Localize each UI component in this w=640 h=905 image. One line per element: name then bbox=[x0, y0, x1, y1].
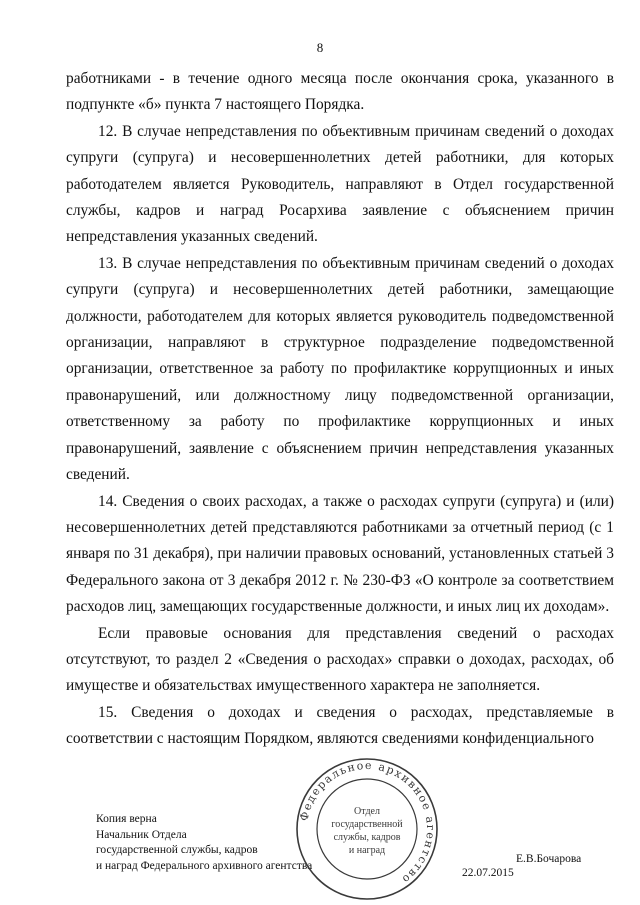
certification-date: 22.07.2015 bbox=[462, 867, 514, 879]
official-seal-stamp bbox=[292, 754, 442, 904]
paragraph-13: 13. В случае непредставления по объективным причинам сведений о доходах супруги (супруга) и несовершеннолетних детей работники, замещающие должности, работодателем для которых является руководитель подведомственной организации, направляют в структурное подразделение подведомственной организации, ответственное за работу по профилактике коррупционных и иных правонарушений, или должностному лицу подведомственной организации, ответственному за работу по профилактике коррупционных и иных правонарушений, заявление с объяснением причин непредставления указанных сведений. bbox=[66, 254, 614, 484]
page-number: 8 bbox=[316, 40, 324, 55]
copy-certified-label: Копия верна bbox=[96, 813, 157, 825]
position-title-line1: Начальник Отдела bbox=[96, 828, 187, 841]
paragraph-15: 15. Сведения о доходах и сведения о расходах, представляемые в соответствии с настоящим Порядком, являются сведениями конфиденциального bbox=[66, 703, 614, 748]
paragraph-14: 14. Сведения о своих расходах, а также о расходах супруги (супруга) и (или) несовершеннолетних детей представляются работниками за отчетный период (с 1 января по 31 декабря), при наличии правовых оснований, установленных статьей 3 Федерального закона от 3 декабря 2012 г. № 230-ФЗ «О контроле за соответствием расходов лиц, замещающих государственные должности, и иных лиц их доходам». bbox=[66, 492, 614, 616]
paragraph-continuation: работниками - в течение одного месяца после окончания срока, указанного в подпункте «б» пункта 7 настоящего Порядка. bbox=[66, 70, 614, 114]
certification-block bbox=[96, 812, 312, 874]
seal-line-3: службы, кадров bbox=[333, 832, 401, 843]
document-body bbox=[66, 66, 614, 753]
position-title-line2: государственной службы, кадров bbox=[96, 844, 258, 856]
paragraph-12: 12. В случае непредставления по объективным причинам сведений о доходах супруги (супруга) и несовершеннолетних детей работники, для которых работодателем является Руководитель, направляют в Отдел государственной службы, кадров и наград Росархива заявление с объяснением причин непредставления указанных сведений. bbox=[66, 122, 614, 246]
seal-line-4: и наград bbox=[348, 845, 386, 856]
seal-line-2: государственной bbox=[331, 819, 403, 830]
paragraph-expenses-note: Если правовые основания для представления сведений о расходах отсутствуют, то раздел 2 «Сведения о расходах» справки о доходах, расходах, об имуществе и обязательствах имущественного характера не заполняется. bbox=[66, 624, 614, 695]
signer-name: Е.В.Бочарова bbox=[516, 853, 582, 865]
seal-outer-text: Федеральное архивное агентство bbox=[297, 758, 438, 887]
seal-line-1: Отдел bbox=[354, 806, 380, 817]
position-title-line3: и наград Федерального архивного агентства bbox=[96, 859, 313, 872]
